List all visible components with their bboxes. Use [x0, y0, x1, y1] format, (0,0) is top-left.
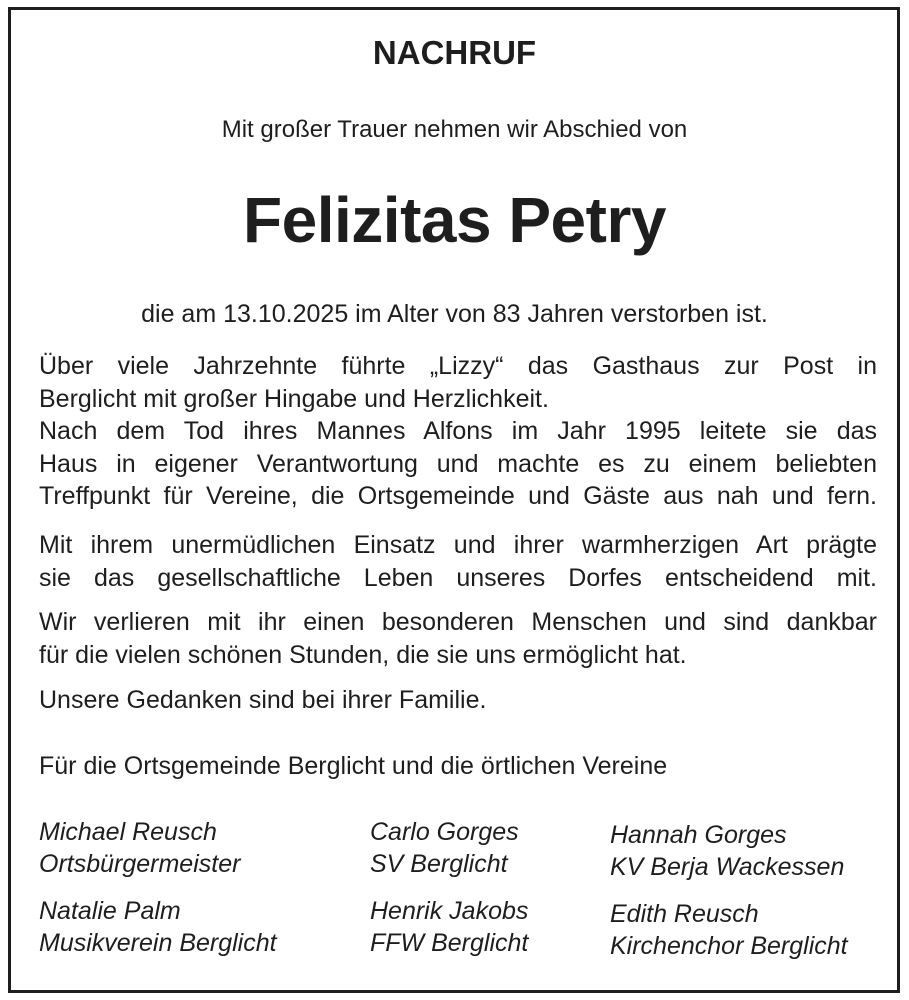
tribute-paragraph-history — [39, 350, 877, 513]
signatory — [39, 895, 277, 959]
signatory-name: Hannah Gorges — [610, 821, 787, 849]
signatory-role: Ortsbürgermeister — [39, 850, 241, 878]
notice-heading: NACHRUF — [372, 34, 537, 71]
signatory — [370, 895, 528, 959]
paragraph-line: Treffpunkt für Vereine, die Ortsgemeinde und Gäste aus nah und fern. — [39, 482, 877, 510]
signatory-role: KV Berja Wackessen — [610, 853, 845, 881]
tribute-paragraph-gratitude — [39, 606, 877, 671]
paragraph-line: Wir verlieren mit ihr einen besonderen Menschen und sind dankbar — [39, 608, 877, 636]
deceased-name: Felizitas Petry — [243, 184, 666, 256]
death-date-line: die am 13.10.2025 im Alter von 83 Jahren verstorben ist. — [141, 300, 768, 328]
paragraph-line: sie das gesellschaftliche Leben unseres Dorfes entscheidend mit. — [39, 563, 877, 592]
paragraph-line: Haus in eigener Verantwortung und machte es zu einem beliebten — [39, 449, 877, 478]
signatory-name: Edith Reusch — [610, 900, 759, 928]
signatory — [39, 816, 240, 880]
signatory-role: Musikverein Berglicht — [39, 929, 277, 957]
signatory-name: Carlo Gorges — [370, 818, 519, 846]
signatory-name: Michael Reusch — [39, 818, 217, 846]
paragraph-line: Unsere Gedanken sind bei ihrer Familie. — [39, 686, 487, 714]
paragraph-line: Berglicht mit großer Hingabe und Herzlichkeit. — [39, 384, 549, 413]
tribute-paragraph-family — [39, 684, 877, 717]
paragraph-line: Mit ihrem unermüdlichen Einsatz und ihrer warmherzigen Art prägte — [39, 531, 877, 559]
signatory-role: Kirchenchor Berglicht — [610, 932, 848, 960]
signatory-role: FFW Berglicht — [370, 929, 529, 957]
signatory — [610, 819, 844, 883]
tribute-paragraph-commitment — [39, 529, 877, 594]
paragraph-line: Nach dem Tod ihres Mannes Alfons im Jahr 1995 leitete sie das — [39, 417, 877, 445]
paragraph-line: für die vielen schönen Stunden, die sie uns ermöglicht hat. — [39, 640, 687, 669]
intro-line: Mit großer Trauer nehmen wir Abschied von — [221, 116, 688, 143]
paragraph-line: Für die Ortsgemeinde Berglicht und die örtlichen Vereine — [39, 752, 668, 780]
signatory-name: Natalie Palm — [39, 897, 181, 925]
signatory-role: SV Berglicht — [370, 850, 508, 878]
signatory — [370, 816, 519, 880]
paragraph-line: Über viele Jahrzehnte führte „Lizzy“ das Gasthaus zur Post in — [39, 352, 877, 380]
signatory — [610, 898, 848, 962]
signatory-name: Henrik Jakobs — [370, 897, 529, 925]
on-behalf-line — [39, 750, 877, 783]
